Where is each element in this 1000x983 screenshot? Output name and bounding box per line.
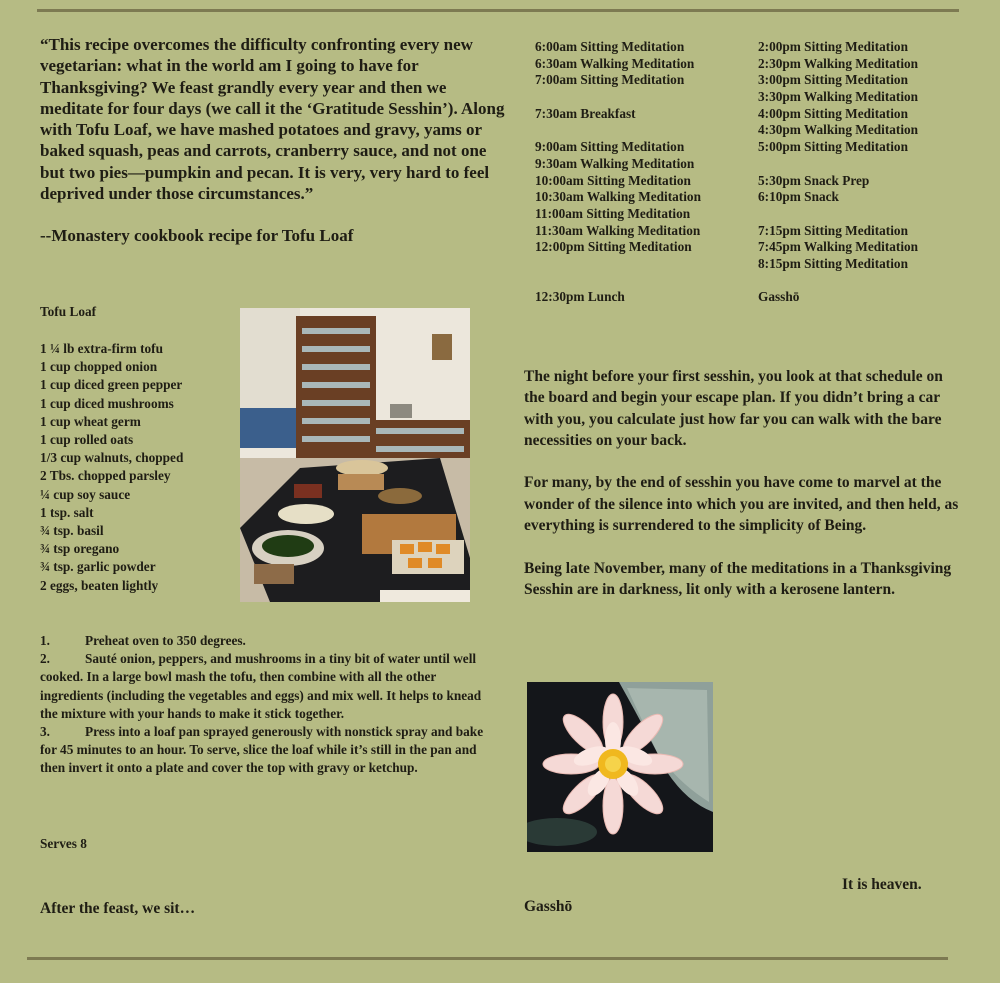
ingredient-item: 2 Tbs. chopped parsley xyxy=(40,468,171,484)
schedule-entry xyxy=(758,206,918,223)
reflection-paragraph: Being late November, many of the meditations in a Thanksgiving Sesshin are in darkness, lit only with a kerosene lantern. xyxy=(524,559,952,598)
schedule-entry xyxy=(535,273,701,290)
reflection-paragraph: The night before your first sesshin, you look at that schedule on the board and begin your escape plan. If you didn’t bring a car with you, you calculate just how far you can walk with the bare necessities on your back. xyxy=(524,368,943,449)
ingredient-item: 1 tsp. salt xyxy=(40,504,94,520)
schedule-entry: 7:15pm Sitting Meditation xyxy=(758,222,908,238)
schedule-entry xyxy=(758,156,918,173)
ingredient-item: ¼ cup soy sauce xyxy=(40,486,131,502)
schedule-entry: 6:10pm Snack xyxy=(758,189,839,205)
ingredient-item: ¾ tsp. garlic powder xyxy=(40,559,156,575)
recipe-step xyxy=(40,650,500,723)
ingredient-item: 1 cup diced mushrooms xyxy=(40,395,174,411)
schedule-entry: 9:30am Walking Meditation xyxy=(535,155,695,171)
schedule-entry: 10:00am Sitting Meditation xyxy=(535,172,691,188)
schedule-entry: 6:30am Walking Meditation xyxy=(535,55,695,71)
schedule-entry xyxy=(535,256,701,273)
thanksgiving-buffet-photo xyxy=(240,308,470,602)
schedule-entry: 9:00am Sitting Meditation xyxy=(535,139,685,155)
schedule-entry xyxy=(535,122,701,139)
schedule-entry: 5:00pm Sitting Meditation xyxy=(758,139,908,155)
closing-line: It is heaven. xyxy=(842,876,922,893)
schedule-entry xyxy=(535,89,701,106)
recipe-title: Tofu Loaf xyxy=(40,304,97,319)
schedule-afternoon-column xyxy=(758,39,918,306)
ingredient-item: 1/3 cup walnuts, chopped xyxy=(40,450,184,466)
lotus-flower-photo xyxy=(527,682,713,852)
serves-count: Serves 8 xyxy=(40,836,87,851)
ingredient-item: 1 cup chopped onion xyxy=(40,359,158,375)
step-text: Press into a loaf pan sprayed generously with nonstick spray and bake for 45 minutes to an hour. To serve, slice the loaf while it’s still in the pan and then invert it onto a plate and cover the top with gravy or ketchup. xyxy=(40,724,484,776)
ingredient-item: 1 cup diced green pepper xyxy=(40,377,183,393)
step-number: 3. xyxy=(40,724,50,740)
ingredient-item: ¾ tsp. basil xyxy=(40,523,104,539)
top-divider xyxy=(37,9,959,12)
schedule-entry: 3:30pm Walking Meditation xyxy=(758,89,919,105)
schedule-morning-column xyxy=(535,39,701,306)
schedule-entry: 12:00pm Sitting Meditation xyxy=(535,239,692,255)
ingredient-item: 1 cup rolled oats xyxy=(40,432,134,448)
schedule-entry: Gasshō xyxy=(758,289,800,305)
schedule-entry: 4:30pm Walking Meditation xyxy=(758,122,919,138)
step-text: Preheat oven to 350 degrees. xyxy=(85,633,246,648)
schedule-entry: 3:00pm Sitting Meditation xyxy=(758,72,908,88)
quote-text: “This recipe overcomes the difficulty confronting every new vegetarian: what in the world am I going to have for Thanksgiving? We feast grandly every year and then we meditate for four days (we call it the ‘Gratitude Sesshin’). Along with Tofu Loaf, we have mashed potatoes and gravy, yams or baked squash, peas and carrots, cranberry sauce, and not one but two pies—pumpkin and pecan. It is very, very hard to feel deprived under those circumstances.” xyxy=(40,35,505,204)
recipe-step xyxy=(40,723,500,778)
closing-signoff: Gasshō xyxy=(524,898,573,915)
schedule-entry: 2:00pm Sitting Meditation xyxy=(758,39,908,54)
ingredient-item: ¾ tsp oregano xyxy=(40,541,120,557)
intro-quote xyxy=(40,34,510,247)
reflection-paragraph: For many, by the end of sesshin you have come to marvel at the wonder of the silence into which you are invited, and then held, as everything is surrendered to the simplicity of Being. xyxy=(524,474,959,535)
bottom-divider xyxy=(27,957,948,960)
schedule-entry: 4:00pm Sitting Meditation xyxy=(758,105,908,121)
ingredient-item: 1 cup wheat germ xyxy=(40,413,141,429)
ingredient-item: 2 eggs, beaten lightly xyxy=(40,577,159,593)
ingredient-list xyxy=(40,340,183,595)
schedule-entry: 2:30pm Walking Meditation xyxy=(758,55,919,71)
after-feast-line: After the feast, we sit… xyxy=(40,900,196,917)
step-number: 1. xyxy=(40,633,50,648)
schedule-entry: 8:15pm Sitting Meditation xyxy=(758,255,908,271)
sesshin-reflection xyxy=(524,366,964,622)
step-text: Sauté onion, peppers, and mushrooms in a tiny bit of water until well cooked. In a large bowl mash the tofu, then combine with all the other ingredients (including the vegetables and eggs) and mix well. It helps to knead the mixture with your hands to make it stick together. xyxy=(40,651,482,721)
schedule-entry: 7:30am Breakfast xyxy=(535,105,636,121)
step-number: 2. xyxy=(40,651,50,667)
schedule-entry: 6:00am Sitting Meditation xyxy=(535,39,685,54)
schedule-entry: 11:30am Walking Meditation xyxy=(535,222,701,238)
schedule-entry: 7:45pm Walking Meditation xyxy=(758,239,919,255)
ingredient-item: 1 ¼ lb extra-firm tofu xyxy=(40,341,163,356)
schedule-entry: 10:30am Walking Meditation xyxy=(535,189,701,205)
schedule-entry xyxy=(758,273,918,290)
schedule-entry: 5:30pm Snack Prep xyxy=(758,172,870,188)
schedule-entry: 7:00am Sitting Meditation xyxy=(535,72,685,88)
recipe-step xyxy=(40,632,500,650)
schedule-entry: 11:00am Sitting Meditation xyxy=(535,205,691,221)
quote-attribution: --Monastery cookbook recipe for Tofu Loaf xyxy=(40,226,354,246)
schedule-entry: 12:30pm Lunch xyxy=(535,289,625,305)
recipe-steps xyxy=(40,632,500,778)
